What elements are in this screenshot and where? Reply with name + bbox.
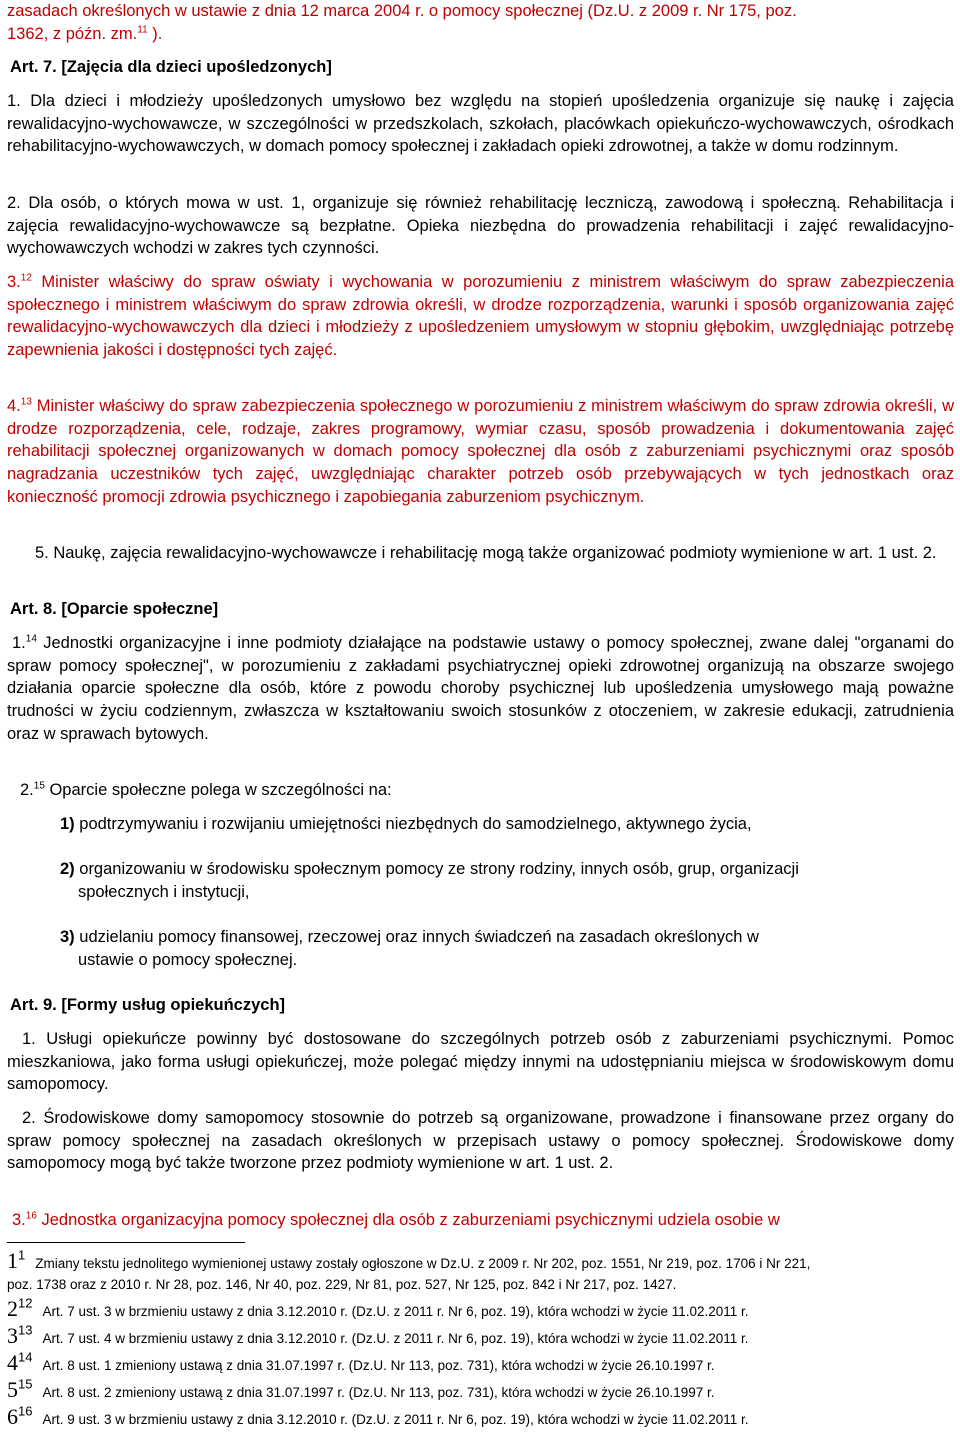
intro-line-2 <box>7 23 954 46</box>
footnote-separator <box>7 1242 245 1243</box>
footnote-ref-14[interactable]: 14 <box>25 633 37 645</box>
list-item-text: udzielaniu pomocy finansowej, rzeczowej oraz innych świadczeń na zasadach określonych w <box>79 928 759 946</box>
footnote-ref-12[interactable]: 12 <box>20 272 32 284</box>
art7-para-3 <box>7 271 954 362</box>
art9-para-2: 2. Środowiskowe domy samopomocy stosownie do potrzeb są organizowane, prowadzone i finansowane przez organy do spraw pomocy społecznej na zasadach określonych w przepisach ustawy o pomocy społecznej. Środowiskowe domy samopomocy mogą być także tworzone przez podmioty wymienione w art. 1 ust. 2. <box>7 1109 954 1173</box>
art8-para-1 <box>7 632 954 746</box>
intro-line-2-text: 1362, z późn. zm. <box>7 24 138 43</box>
art7-para-3-num: 3. <box>7 273 21 291</box>
art7-para-2 <box>7 192 954 260</box>
art9-para-3-text: Jednostka organizacyjna pomocy społecznej dla osób z zaburzeniami psychicznymi udziela osobie w <box>36 1211 780 1229</box>
list-item-text: podtrzymywaniu i rozwijaniu umiejętności niezbędnych do samodzielnego, aktywnego życia, <box>79 815 752 833</box>
art7-para-1-text: 1. Dla dzieci i młodzieży upośledzonych umysłowo bez względu na stopień upośledzenia organizuje się naukę i zajęcia rewalidacyjno-wychowawcze, w szczególności w przedszkolach, szkołach, placówkach opiekuńczo-wychowawczych, ośrodkach rehabilitacyjno-wychowawczych, w domach pomocy społecznej i zakładach opieki zdrowotnej, a także w domu rodzinnym. <box>7 92 954 156</box>
footnote-2 <box>7 1295 954 1322</box>
footnote-text: Art. 7 ust. 3 w brzmieniu ustawy z dnia 3.12.2010 r. (Dz.U. z 2011 r. Nr 6, poz. 19), która wchodzi w życie 11.02.2011 r. <box>42 1304 749 1319</box>
footnote-mark-number: 3 <box>7 1323 18 1348</box>
art7-heading: Art. 7. [Zajęcia dla dzieci upośledzonych] <box>10 58 332 76</box>
footnote-mark <box>7 1248 25 1273</box>
footnote-text: Art. 8 ust. 2 zmieniony ustawą z dnia 31.07.1997 r. (Dz.U. Nr 113, poz. 731), która wchodzi w życie 26.10.1997 r. <box>42 1385 715 1400</box>
footnote-mark-number: 1 <box>7 1248 18 1273</box>
art9-para-3-num: 3. <box>12 1211 26 1229</box>
footnote-mark-sup: 15 <box>18 1376 33 1392</box>
footnote-ref-13[interactable]: 13 <box>20 396 32 408</box>
list-item-text: organizowaniu w środowisku społecznym pomocy ze strony rodziny, innych osób, grup, organizacji <box>79 860 799 878</box>
intro-line-2-end: ). <box>147 24 163 43</box>
footnote-6 <box>7 1403 954 1430</box>
list-item-number: 2) <box>60 860 75 878</box>
footnote-mark <box>7 1296 32 1321</box>
art8-para-2 <box>7 779 954 802</box>
footnote-ref-15[interactable]: 15 <box>33 780 45 792</box>
art8-para-2-text: Oparcie społeczne polega w szczególności na: <box>44 781 392 799</box>
intro-line-1: zasadach określonych w ustawie z dnia 12 marca 2004 r. o pomocy społecznej (Dz.U. z 2009 r. Nr 175, poz. <box>7 2 797 20</box>
footnote-4 <box>7 1349 954 1376</box>
art8-list-item-2-cont: społecznych i instytucji, <box>78 883 250 901</box>
footnote-mark <box>7 1323 32 1348</box>
footnote-mark <box>7 1377 32 1402</box>
art7-para-4-text: Minister właściwy do spraw zabezpieczenia społecznego w porozumieniu z ministrem właściwym do spraw zdrowia określi, w drodze rozporządzenia, cele, rodzaje, zakres programowy, wymiar czasu, sposób prowadzenia i dokumentowania zajęć rehabilitacji społecznej organizowanych w domach pomocy społecznej dla osób z zaburzeniami psychicznymi oraz sposób nagradzania uczestników tych zajęć, uwzględniając charakter potrzeb osób przebywających w tych jednostkach oraz konieczność promocji zdrowia psychicznego i zapobiegania zaburzeniom psychicznym. <box>7 397 954 506</box>
footnote-text: Art. 9 ust. 3 w brzmieniu ustawy z dnia 3.12.2010 r. (Dz.U. z 2011 r. Nr 6, poz. 19), która wchodzi w życie 11.02.2011 r. <box>42 1412 749 1427</box>
footnote-mark-sup: 14 <box>18 1349 33 1365</box>
art8-para-1-text: Jednostki organizacyjne i inne podmioty działające na podstawie ustawy o pomocy społecznej, zwane dalej "organami do spraw pomocy społecznej", w porozumieniu z zakładami psychiatrycznej opieki zdrowotnej organizują na obszarze swojego działania oparcie społeczne dla osób, które z powodu choroby psychicznej lub upośledzenia umysłowego mają poważne trudności w życiu codziennym, zwłaszcza w kształtowaniu swoich stosunków z otoczeniem, w zakresie edukacji, zatrudnienia oraz w sprawach bytowych. <box>7 634 954 743</box>
footnote-mark-sup: 12 <box>18 1295 33 1311</box>
footnote-1 <box>7 1247 954 1295</box>
art8-list-item-3-cont: ustawie o pomocy społecznej. <box>78 951 298 969</box>
footnote-text: Art. 7 ust. 4 w brzmieniu ustawy z dnia 3.12.2010 r. (Dz.U. z 2011 r. Nr 6, poz. 19), która wchodzi w życie 11.02.2011 r. <box>42 1331 749 1346</box>
art8-para-2-num: 2. <box>20 781 34 799</box>
footnote-mark <box>7 1404 32 1429</box>
art9-heading: Art. 9. [Formy usług opiekuńczych] <box>10 996 286 1014</box>
footnote-mark-sup: 16 <box>18 1403 33 1419</box>
list-item-number: 3) <box>60 928 75 946</box>
art8-heading: Art. 8. [Oparcie społeczne] <box>10 600 219 618</box>
footnote-mark-number: 6 <box>7 1404 18 1429</box>
footnote-text-cont: poz. 1738 oraz z 2010 r. Nr 28, poz. 146, Nr 40, poz. 229, Nr 81, poz. 527, Nr 125, poz. 842 i Nr 217, poz. 1427. <box>7 1277 677 1292</box>
footnote-5 <box>7 1376 954 1403</box>
art8-para-1-num: 1. <box>12 634 26 652</box>
footnote-mark-sup: 1 <box>18 1247 26 1263</box>
footnote-ref-16[interactable]: 16 <box>25 1210 37 1222</box>
list-item-number: 1) <box>60 815 75 833</box>
art9-para-1: 1. Usługi opiekuńcze powinny być dostosowane do szczególnych potrzeb osób z zaburzeniami psychicznymi. Pomoc mieszkaniowa, jako forma usługi opiekuńczej, może polegać między innymi na udostępnianiu miejsca w środowiskowym domu samopomocy. <box>7 1030 954 1094</box>
art8-list-item-2 <box>60 858 940 881</box>
footnote-mark-number: 5 <box>7 1377 18 1402</box>
footnote-text: Zmiany tekstu jednolitego wymienionej ustawy zostały ogłoszone w Dz.U. z 2009 r. Nr 202, poz. 1551, Nr 219, poz. 1706 i Nr 221, <box>35 1256 811 1271</box>
footnote-mark-number: 2 <box>7 1296 18 1321</box>
art7-para-3-text: Minister właściwy do spraw oświaty i wychowania w porozumieniu z ministrem właściwym do spraw zabezpieczenia społecznego i ministrem właściwym do spraw zdrowia określi, w drodze rozporządzenia, warunki i sposób organizowania zajęć rewalidacyjno-wychowawczych dla dzieci i młodzieży z upośledzeniem umysłowym w stopniu głębokim, uwzględniając potrzebę zapewnienia jakości i dostępności tych zajęć. <box>7 273 954 360</box>
footnote-mark-number: 4 <box>7 1350 18 1375</box>
art9-para-3 <box>7 1209 954 1232</box>
art7-para-4 <box>7 395 954 509</box>
footnote-ref-11[interactable]: 11 <box>137 24 148 36</box>
footnote-mark-sup: 13 <box>18 1322 33 1338</box>
art8-list-item-1 <box>60 813 940 836</box>
art8-list-item-3 <box>60 926 940 949</box>
footnote-text: Art. 8 ust. 1 zmieniony ustawą z dnia 31.07.1997 r. (Dz.U. Nr 113, poz. 731), która wchodzi w życie 26.10.1997 r. <box>42 1358 715 1373</box>
footnote-3 <box>7 1322 954 1349</box>
art7-para-2-text: 2. Dla osób, o których mowa w ust. 1, organizuje się również rehabilitację leczniczą, zawodową i społeczną. Rehabilitacja i zajęcia rewalidacyjno-wychowawcze są bezpłatne. Opieka niezbędna do prowadzenia rehabilitacji i zajęć rewalidacyjno-wychowawczych wchodzi w zakres tych czynności. <box>7 194 954 258</box>
art7-para-5: 5. Naukę, zajęcia rewalidacyjno-wychowawcze i rehabilitację mogą także organizować podmioty wymienione w art. 1 ust. 2. <box>35 544 937 562</box>
footnote-mark <box>7 1350 32 1375</box>
art7-para-1 <box>7 90 954 158</box>
intro-text <box>7 0 954 45</box>
art7-para-4-num: 4. <box>7 397 21 415</box>
